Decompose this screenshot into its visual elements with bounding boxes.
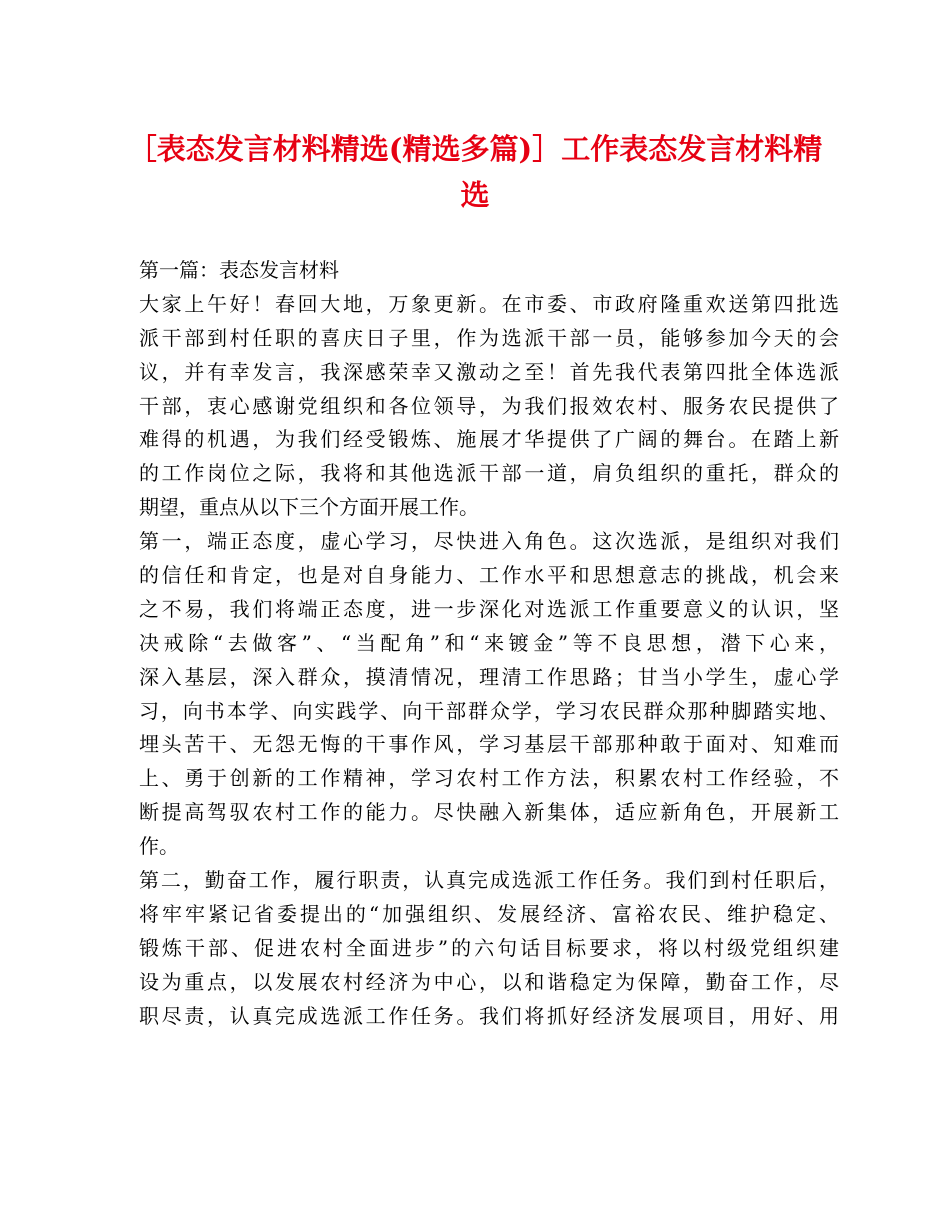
- body-line: 断提高驾驭农村工作的能力。尽快融入新集体，适应新角色，开展新工: [139, 800, 839, 825]
- document-title-line-1: ［表态发言材料精选(精选多篇)］工作表态发言材料精: [127, 132, 823, 166]
- document-body: [139, 254, 839, 1033]
- body-line: 职尽责，认真完成选派工作任务。我们将抓好经济发展项目，用好、用: [139, 1003, 839, 1028]
- body-line: 的工作岗位之际，我将和其他选派干部一道，肩负组织的重托，群众的: [139, 461, 839, 486]
- document-title-line-2: 选: [460, 178, 490, 212]
- body-line: 期望，重点从以下三个方面开展工作。: [139, 495, 479, 520]
- body-line: 锻炼干部、促进农村全面进步”的六句话目标要求，将以村级党组织建: [139, 935, 839, 960]
- body-line: 难得的机遇，为我们经受锻炼、施展才华提供了广阔的舞台。在踏上新: [139, 427, 839, 452]
- body-line: 干部，衷心感谢党组织和各位领导，为我们报效农村、服务农民提供了: [139, 393, 839, 418]
- body-line: 第一，端正态度，虚心学习，尽快进入角色。这次选派，是组织对我们: [139, 529, 839, 554]
- body-line: 上、勇于创新的工作精神，学习农村工作方法，积累农村工作经验，不: [139, 766, 839, 791]
- body-line: 习，向书本学、向实践学、向干部群众学，学习农民群众那种脚踏实地、: [139, 698, 839, 723]
- body-line: 作。: [139, 834, 179, 859]
- body-line: 深入基层，深入群众，摸清情况，理清工作思路；甘当小学生，虚心学: [139, 664, 839, 689]
- body-line: 大家上午好！春回大地，万象更新。在市委、市政府隆重欢送第四批选: [139, 291, 839, 316]
- body-line: 设为重点，以发展农村经济为中心，以和谐稳定为保障，勤奋工作，尽: [139, 969, 839, 994]
- section-heading: 第一篇：表态发言材料: [139, 258, 339, 282]
- body-line: 决戒除“去做客”、“当配角”和“来镀金”等不良思想，潜下心来，: [139, 630, 839, 655]
- body-line: 之不易，我们将端正态度，进一步深化对选派工作重要意义的认识，坚: [139, 596, 839, 621]
- body-line: 将牢牢紧记省委提出的“加强组织、发展经济、富裕农民、维护稳定、: [139, 901, 839, 926]
- body-line: 第二，勤奋工作，履行职责，认真完成选派工作任务。我们到村任职后，: [139, 868, 839, 893]
- body-line: 的信任和肯定，也是对自身能力、工作水平和思想意志的挑战，机会来: [139, 563, 839, 588]
- body-line: 议，并有幸发言，我深感荣幸又激动之至！首先我代表第四批全体选派: [139, 359, 839, 384]
- body-line: 埋头苦干、无怨无悔的干事作风，学习基层干部那种敢于面对、知难而: [139, 732, 839, 757]
- body-line: 派干部到村任职的喜庆日子里，作为选派干部一员，能够参加今天的会: [139, 325, 839, 350]
